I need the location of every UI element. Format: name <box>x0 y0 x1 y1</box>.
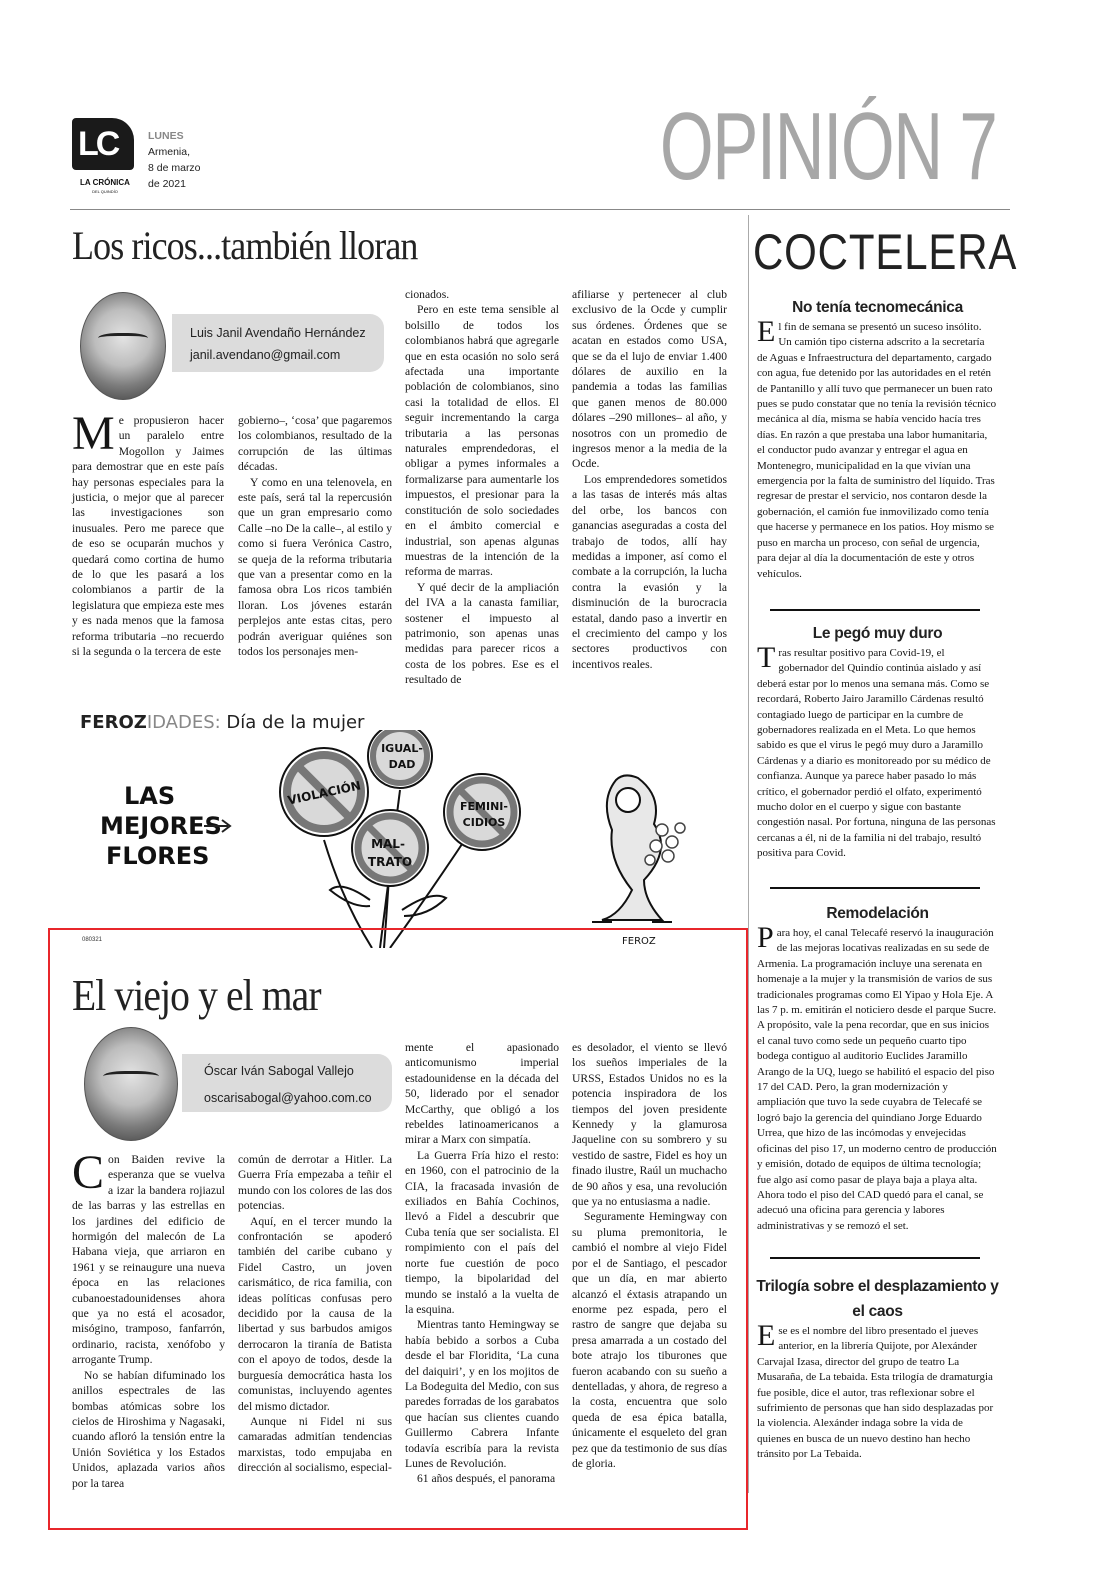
svg-text:MAL-: MAL- <box>371 837 405 851</box>
cartoon-signature: FEROZ <box>622 936 656 947</box>
cartoon-code: 080321 <box>82 937 103 943</box>
svg-text:VIOLACIÓN: VIOLACIÓN <box>286 778 363 808</box>
svg-text:CIDIOS: CIDIOS <box>462 816 506 829</box>
sidebar-separator <box>770 887 980 889</box>
section-title: OPINIÓN 7 <box>659 93 996 200</box>
article2-headline: El viejo y el mar <box>72 971 321 1020</box>
author1-email[interactable]: janil.avendano@gmail.com <box>190 348 341 362</box>
article2-column-1 <box>72 1146 225 1491</box>
author2-box <box>182 1054 392 1112</box>
article2-paragraph: común de derrotar a Hitler. La Guerra Fría empezaba a teñir el mundo con los colores de las dos potencias. <box>238 1153 392 1213</box>
sidebar-item-text: El fin de semana se presentó un suceso insólito. Un camión tipo cisterna adscrito a la secretaría de Aguas e Infraestructura del departamento, cargado con agua, fue detenido por las autoridades en el retén de Pantanillo y allí tuvo que permanecer un buen rato pues se pudo constatar que no tenía la revisión técnico mecánica al día, misma se había vencido hacía tres días. En razón a que prestaba una labor humanitaria, el conductor pudo avanzar y entregar el agua en Montenegro, municipalidad en la que vivían una emergencia por la falta de suministro del líquido. Tras regresar de prestar el servicio, nos contaron desde la gobernación, el camión fue inmovilizado como tenía que hacerse y permanece en los patios. Hoy mismo se puso en marcha un proceso, con señal de urgencia, para dejar al día la documentación de este y otros vehículos. <box>757 315 997 580</box>
article2-paragraph: es desolador, el viento se llevó los sueños imperiales de la URSS, Estados Unidos no es la potencia inspiradora de los tiempos del joven presidente Kennedy y la glamurosa Jaqueline con su sombrero y su vestido de sastre, Fidel es hoy un finado ilustre, Raúl un muchacho de 90 años y esa, una revolución que ya no entusiasma a nadie. <box>572 1041 727 1209</box>
article1-paragraph: afiliarse y pertenecer al club exclusivo de la Ocde y cumplir sus órdenes. Órdenes que se acatan en estados como USA, que se da el lujo de enviar 1.400 dólares de auxilio en la pandemia a todas las familias que ganen menos de 80.000 dólares –290 millones– al año, y nosotros con un promedio de ingresos menor a la media de la Ocde. <box>572 288 727 471</box>
article2-paragraph: mente el apasionado anticomunismo imperial estadounidense en la década del 50, liderado por el senador McCarthy, que obligó a los rebeldes latinoamericanos a mirar a Marx con simpatía. <box>405 1041 559 1147</box>
author1-photo <box>80 292 166 400</box>
article1-paragraph: cionados. <box>405 288 450 301</box>
flower-igualdad <box>368 730 432 788</box>
svg-text:FEMINI-: FEMINI- <box>460 800 508 813</box>
cartoon-illustration <box>72 730 738 948</box>
flower-maltrato <box>352 810 428 886</box>
issue-date <box>148 128 201 192</box>
article1-paragraph: e propusieron hacer un paralelo entre Mogollon y Jaimes para demostrar que en este país hay personas especiales para la justicia, o mejor que al parecer las investigaciones son inusuales. Pero me parece que de eso se ocuparán muchos y quedará como cortina de humo de lo que les pasará a los colombianos a partir de la legislatura que empieza este mes y es nada menos que la famosa reforma tributaria –no recuerdo si la segunda o la tercera de este <box>72 414 224 659</box>
article2-paragraph: Seguramente Hemingway con su pluma premonitoria, le cambió el nombre al viejo Fidel por el de Santiago, el pescador que un día, en mar abierto alcanzó el éxtasis atrapando un enorme pez espada, pero el rastro de sangre que dejaba su presa amarrada a un costado del bote atrajo los tiburones que fueron acabando con su sueño a dentelladas, y ahora, de regreso a la costa, encuentra que solo queda de esa épica batalla, únicamente el esqueleto del gran pez que da testimonio de sus días de gloria. <box>572 1210 727 1470</box>
article1-column-4 <box>572 287 727 672</box>
sidebar-separator <box>770 609 980 611</box>
article1-paragraph: Pero en este tema sensible al bolsillo de todos los colombianos habrá que agregarle que en esta ocasión no solo será afectada una importante población de colombianos, sino casi la totalidad de ellos. El seguir incrementando la carga tributaria a las personas naturales emprendedoras, el obligar a pymes informales a formalizarse para aumentarle los impuestos, el presionar para la constitución de solo sociedades en el ámbito comercial e industrial, son apenas algunas muestras de la intención de la reforma de marras. <box>405 303 559 579</box>
author1-box <box>172 314 384 372</box>
issue-year: de 2021 <box>148 178 186 190</box>
newspaper-logo: LC <box>72 118 134 170</box>
sidebar-item-title: Remodelación <box>826 905 929 922</box>
author2-name: Óscar Iván Sabogal Vallejo <box>204 1064 354 1078</box>
logo-caption: LA CRÓNICA DEL QUINDÍO <box>80 178 130 194</box>
article2-paragraph: on Baiden revive la esperanza que se vuelva a izar la bandera rojiazul de las barras y las estrellas en los jardines del edificio de hormigón del malecón de La Habana vieja, que arriaron en 1961 y se reinaugure una nueva época en las relaciones cubanoestadounidenses ahora que ya no está el acosador, misógino, tramposo, fanfarrón, ordinario, racista, xenófobo y arrogante Trump. <box>72 1153 225 1367</box>
article1-paragraph: Y qué decir de la ampliación del IVA a la canasta familiar, sostener el impuesto al patrimonio, son apenas unas medidas para parecer ricos a costa de los pobres. Ese es el resultado de <box>405 580 559 687</box>
sidebar-item-title: Le pegó muy duro <box>812 625 943 642</box>
issue-city: Armenia, <box>148 146 191 158</box>
sidebar-separator <box>770 1257 980 1259</box>
article1-headline: Los ricos...también lloran <box>72 223 418 268</box>
article2-paragraph: Mientras tanto Hemingway se había bebido a sorbos a Cuba desde el bar Floridita, ‘La cuna del daiquiri’, y en los mojitos de La Bodeguita del Medio, con sus paredes forradas de los garabatos que hacían sus clientes cuando Guillermo Cabrera Infante todavía escribía para la revista Lunes de Revolución. <box>405 1318 559 1470</box>
svg-text:IGUAL-: IGUAL- <box>381 742 423 755</box>
article2-column-4 <box>572 1040 727 1471</box>
cartoon-text-flores: FLORES <box>106 842 210 870</box>
sidebar-item-title: Trilogía sobre el desplazamiento y el caos <box>756 1278 999 1320</box>
issue-date-line: 8 de marzo <box>148 162 201 174</box>
article1-paragraph: Los emprendedores sometidos a las tasas de interés más altas del orbe, los bancos con ganancias aseguradas a costa del trabajo de todos, allí hay medidas a imponer, así como el combate a la corrupción, la lucha contra la evasión y la disminución de la burocracia estatal, dando paso a invertir en el crecimiento del campo y los sectores productivos con incentivos reales. <box>572 472 727 671</box>
author2-photo <box>84 1027 178 1141</box>
article1-paragraph: Y como en una telenovela, en este país, será tal la repercusión que un gran empresario como Calle –no De la calle–, al estilo y como si fuera Verónica Castro, se queja de la reforma tributaria que van a presentar como en la famosa obra Los ricos también lloran. Los jóvenes estarán perplejos ante estas citas, pero podrán averiguar quiénes son todos los personajes men- <box>238 475 392 659</box>
sidebar-item-text: Para hoy, el canal Telecafé reservó la inauguración de las mejoras locativas realizadas en su sede de Armenia. La programación incluye una serenata en homenaje a la mujer y la transmisión de varios de sus tradicionales programas como El Yipao y Hola Eje. A las 7 p. m. emitirán el noticiero desde el parque Sucre. A propósito, vale la pena recordar, que en sus inicios el canal tuvo como sede un pequeño cuarto tipo bodega contiguo al auditorio Euclides Jaramillo Arango de la UQ, luego se habilitó el espacio del piso 17 del CAD. Pero, la gran modernización y ampliación que tuvo la sede cuyabra de Telecafé se logró bajo la gerencia del quindiano Jorge Eduardo Urrea, que hizo de las incómodas y envejecidas oficinas del piso 17, un moderno centro de producción y emisión, dotado de equipos de última tecnología; fue algo así como pasar de playa baja a playa alta. Ahora todo el piso del CAD quedó para el canal, se adecuó una oficina para gerencia y labores administrativas y se remozó el set. <box>757 921 997 1232</box>
header-divider <box>70 209 1010 210</box>
cartoon-label: FEROZIDADES: Día de la mujer <box>80 712 365 733</box>
article1-column-1 <box>72 407 224 660</box>
author2-email[interactable]: oscarisabogal@yahoo.com.co <box>204 1091 372 1105</box>
article2-paragraph: La Guerra Fría hizo el resto: en 1960, con el patrocinio de la CIA, la fracasada invasión de exiliados en Bahía Cochinos, llevó a Fidel a descubrir que Cuba tenía que ser socialista. El rompimiento con el país del norte fue cuestión de poco tiempo, la bipolaridad del mundo se instaló a la vuelta de la esquina. <box>405 1148 559 1316</box>
article2-dropcap: C <box>72 1146 105 1199</box>
author1-name: Luis Janil Avendaño Hernández <box>190 326 366 340</box>
flower-feminicidios <box>444 774 520 850</box>
article2-paragraph: 61 años después, el panorama <box>417 1472 556 1486</box>
sidebar-item-text: Tras resultar positivo para Covid-19, el gobernador del Quindío continúa aislado y así deberá estar por lo menos una semana más. Como se recordará, Roberto Jairo Jaramillo Cárdenas resultó contagiado luego de participar en la cumbre de gobernadores realizada en el Meta. Lo que hemos sabido es que el virus le pegó muy duro a Jaramillo Cárdenas y a diario es monitoreado por su médico de confianza. Aunque ya parece haber pasado lo más crítico, el gobernador perdió el olfato, experimentó mucho dolor en el cuerpo y sigue con bastante congestión nasal. Por fortuna, ninguna de las personas cercanas a él, ni de la familia ni del trabajo, resultó positiva para Covid. <box>757 641 996 860</box>
article1-column-2 <box>238 413 392 660</box>
cartoon-text-mejores: MEJORES <box>100 812 222 840</box>
article2-column-3 <box>405 1040 559 1487</box>
sidebar-divider <box>748 215 749 1493</box>
article1-dropcap: M <box>72 407 115 460</box>
article2-paragraph: Aunque ni Fidel ni sus camaradas admitían tendencias marxistas, todo empujaba en dirección al socialismo, especial- <box>238 1414 392 1475</box>
sidebar-title: COCTELERA <box>753 224 1018 280</box>
issue-day: LUNES <box>148 130 184 142</box>
article2-paragraph: No se habían difuminado los anillos espectrales de las bombas atómicas sobre los cielos de Hiroshima y Nagasaki, cuando afloró la tensión entre la Unión Soviética y los Estados Unidos, aplazada varios años por la tarea <box>72 1368 225 1490</box>
sidebar-item-text: Ese es el nombre del libro presentado el jueves anterior, en la librería Quijote, por Alexánder Carvajal Izasa, director del grupo de teatro La Musaraña, de La tebaida. Esta trilogía de dramaturgia fue posible, dice el autor, tras reflexionar sobre el sufrimiento de personas que han sido desplazadas por la violencia. Alexánder indaga sobre la vida de quienes en busca de un nuevo destino han hecho tránsito por La Tebaida. <box>757 1319 994 1461</box>
cartoon-text-las: LAS <box>124 782 176 810</box>
article1-column-3 <box>405 287 559 688</box>
svg-text:TRATO: TRATO <box>367 855 413 869</box>
sidebar-item-title: No tenía tecnomecánica <box>792 299 963 316</box>
flower-violacion <box>280 748 368 836</box>
article2-column-2 <box>238 1152 392 1476</box>
article1-paragraph: gobierno–, ‘cosa’ que pagaremos los colombianos, resultado de la corrupción de las últimas décadas. <box>238 414 392 474</box>
article2-paragraph: Aquí, en el tercer mundo la confrontación se apoderó también del caribe cubano y Fidel Castro, un joven carismático, de rica familia, con ideas políticas confusas pero decidido por la causa de la libertad y sus barbudos amigos derrocaron la tiranía de Batista con el apoyo de todos, desde la burguesía democrática hasta los comunistas, incluyendo agentes del mismo dictador. <box>238 1214 392 1413</box>
svg-text:DAD: DAD <box>388 758 416 771</box>
